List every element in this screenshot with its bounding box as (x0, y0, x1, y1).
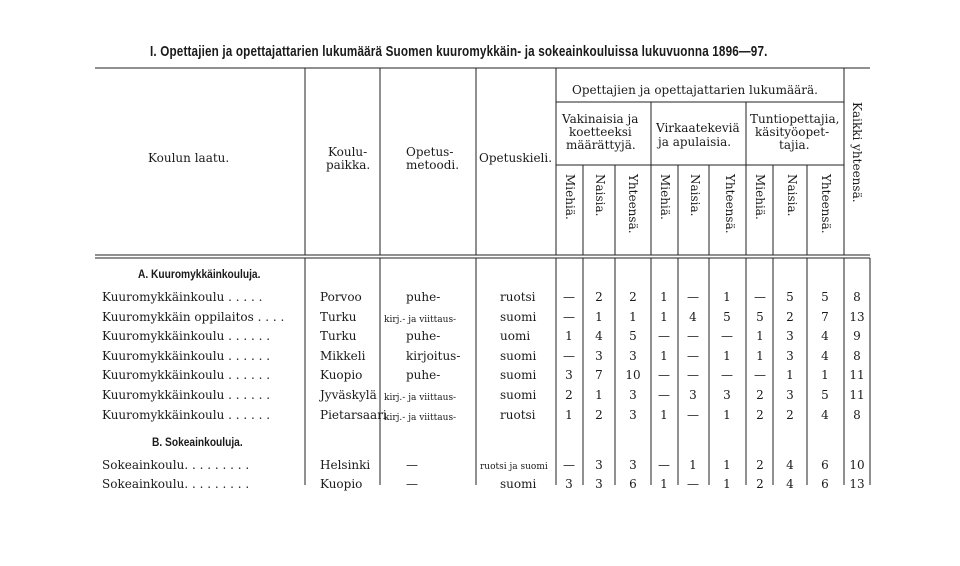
header-vakinaisia-2: koetteeksi (569, 125, 632, 139)
row-value-va-0: 1 (660, 407, 668, 422)
row-opetusmetodi: — (406, 476, 418, 491)
header-opetusmetodi-2: metoodi. (406, 158, 460, 172)
row-value-va-2: 1 (723, 290, 731, 304)
header-opetuskieli: Opetuskieli. (479, 151, 553, 165)
row-value-v-0: — (563, 309, 575, 324)
row-value-v-1: 1 (595, 388, 603, 402)
row-value-t-2: 4 (821, 329, 829, 344)
row-kaikki-yhteensa: 8 (853, 407, 861, 422)
row-value-t-0: 1 (756, 348, 764, 363)
row-value-t-0: — (754, 290, 766, 304)
row-kaikki-yhteensa: 8 (853, 290, 861, 304)
row-koulun-laatu: Kuuromykkäinkoulu . . . . . . (102, 368, 271, 383)
header-koulupaikka-1: Koulu- (328, 145, 368, 159)
row-opetuskieli: suomi (500, 476, 537, 491)
row-value-t-0: 2 (756, 458, 764, 472)
header-t-naisia: Naisia. (785, 174, 799, 217)
row-value-t-2: 4 (821, 348, 829, 363)
header-tuntio-1: Tuntiopettajia, (750, 112, 840, 126)
row-value-va-1: 3 (689, 388, 697, 402)
row-value-t-1: 1 (786, 368, 794, 383)
row-opetuskieli: uomi (500, 329, 531, 344)
row-value-va-1: 4 (689, 309, 697, 324)
row-value-v-2: 10 (625, 368, 641, 383)
header-tuntio-3: tajia. (779, 138, 810, 152)
row-value-t-1: 2 (786, 407, 794, 422)
row-value-t-0: 1 (756, 329, 764, 344)
row-opetusmetodi: — (406, 458, 418, 472)
row-koulupaikka: Turku (320, 329, 357, 344)
row-value-va-2: — (721, 368, 733, 383)
header-koulupaikka-2: paikka. (326, 158, 371, 172)
row-value-t-2: 4 (821, 407, 829, 422)
row-value-va-2: 1 (723, 458, 731, 472)
row-value-t-2: 1 (821, 368, 829, 383)
row-koulupaikka: Turku (320, 309, 357, 324)
row-value-va-0: 1 (660, 309, 668, 324)
header-v-naisia: Naisia. (593, 174, 607, 217)
header-virkaatekevia-2: ja apulaisia. (658, 135, 732, 149)
row-value-v-0: — (563, 348, 575, 363)
row-value-t-0: 2 (756, 476, 764, 491)
row-value-va-1: 1 (689, 458, 697, 472)
header-v-yhteensa: Yhteensä. (626, 174, 640, 234)
row-opetusmetodi: puhe- (406, 368, 441, 383)
row-value-t-1: 2 (786, 309, 794, 324)
row-value-va-1: — (687, 290, 699, 304)
row-value-v-2: 1 (629, 309, 637, 324)
row-value-v-1: 2 (595, 407, 603, 422)
row-koulupaikka: Kuopio (320, 368, 363, 383)
row-value-va-2: 5 (723, 309, 731, 324)
row-value-va-1: — (687, 407, 699, 422)
row-opetuskieli: suomi (500, 348, 537, 363)
header-v-miehia: Miehiä. (563, 174, 577, 220)
row-value-t-0: 5 (756, 309, 764, 324)
header-t-miehia: Miehiä. (753, 174, 767, 220)
row-value-t-2: 5 (821, 388, 829, 402)
row-value-t-0: — (754, 368, 766, 383)
header-tuntio-2: käsityöopet- (755, 125, 830, 139)
row-opetuskieli: ruotsi (500, 290, 536, 304)
row-value-v-1: 7 (595, 368, 603, 383)
row-kaikki-yhteensa: 8 (853, 348, 861, 363)
row-value-v-1: 3 (595, 476, 603, 491)
row-value-v-0: 2 (565, 388, 573, 402)
header-kaikki: Kaikki yhteensä. (850, 102, 864, 203)
row-koulupaikka: Mikkeli (320, 348, 366, 363)
row-value-t-2: 6 (821, 458, 829, 472)
header-group-top: Opettajien ja opettajattarien lukumäärä. (572, 83, 818, 97)
row-opetuskieli: suomi (500, 388, 537, 402)
section-b-label: B. Sokeainkouluja. (152, 435, 243, 449)
header-vakinaisia-1: Vakinaisia ja (562, 112, 639, 126)
row-koulun-laatu: Kuuromykkäinkoulu . . . . . (102, 290, 263, 304)
row-value-v-0: 1 (565, 329, 573, 344)
row-value-t-2: 7 (821, 309, 829, 324)
row-opetusmetodi: kirjoitus- (406, 348, 461, 363)
row-value-va-0: — (658, 458, 670, 472)
row-koulupaikka: Pietarsaari (320, 407, 387, 422)
row-opetuskieli: ruotsi (500, 407, 536, 422)
row-koulun-laatu: Kuuromykkäinkoulu . . . . . . (102, 388, 271, 402)
row-value-va-1: — (687, 368, 699, 383)
header-va-miehia: Miehiä. (658, 174, 672, 220)
row-value-v-1: 4 (595, 329, 603, 344)
row-value-v-1: 1 (595, 309, 603, 324)
row-opetusmetodi: puhe- (406, 329, 441, 344)
row-koulupaikka: Porvoo (320, 290, 362, 304)
row-value-v-0: — (563, 290, 575, 304)
row-value-va-0: 1 (660, 348, 668, 363)
row-value-v-2: 2 (629, 290, 637, 304)
row-opetusmetodi: kirj.- ja viittaus- (384, 412, 457, 423)
row-value-v-0: 3 (565, 368, 573, 383)
row-value-va-0: 1 (660, 290, 668, 304)
row-value-va-2: — (721, 329, 733, 344)
row-value-va-1: — (687, 348, 699, 363)
header-va-naisia: Naisia. (688, 174, 702, 217)
row-kaikki-yhteensa: 11 (849, 388, 865, 402)
row-value-t-1: 3 (786, 329, 794, 344)
row-value-v-2: 3 (629, 388, 637, 402)
header-opetusmetodi-1: Opetus- (406, 145, 454, 159)
row-value-va-1: — (687, 476, 699, 491)
row-kaikki-yhteensa: 13 (849, 309, 865, 324)
row-kaikki-yhteensa: 10 (849, 458, 865, 472)
row-value-va-0: — (658, 388, 670, 402)
row-value-v-0: 3 (565, 476, 573, 491)
row-value-va-2: 1 (723, 407, 731, 422)
row-value-t-2: 5 (821, 290, 829, 304)
header-vakinaisia-3: määrättyjä. (566, 138, 636, 152)
row-koulun-laatu: Kuuromykkäin oppilaitos . . . . (102, 309, 285, 324)
header-va-yhteensa: Yhteensä. (723, 174, 737, 234)
row-value-t-0: 2 (756, 388, 764, 402)
row-opetusmetodi: kirj.- ja viittaus- (384, 393, 457, 403)
row-kaikki-yhteensa: 9 (853, 329, 861, 344)
header-virkaatekevia-1: Virkaatekeviä (656, 121, 740, 135)
row-value-v-0: — (563, 458, 575, 472)
row-koulupaikka: Kuopio (320, 476, 363, 491)
row-value-t-1: 4 (786, 476, 794, 491)
row-opetusmetodi: kirj.- ja viittaus- (384, 314, 457, 325)
row-koulun-laatu: Kuuromykkäinkoulu . . . . . . (102, 329, 271, 344)
row-kaikki-yhteensa: 13 (849, 476, 865, 491)
section-a-label: A. Kuuromykkäinkouluja. (138, 267, 261, 281)
row-opetuskieli: suomi (500, 368, 537, 383)
row-value-v-1: 3 (595, 348, 603, 363)
row-value-va-2: 3 (723, 388, 731, 402)
header-t-yhteensa: Yhteensä. (819, 174, 833, 234)
row-value-v-1: 2 (595, 290, 603, 304)
row-value-va-2: 1 (723, 348, 731, 363)
row-opetusmetodi: puhe- (406, 290, 441, 304)
row-opetuskieli: suomi (500, 309, 537, 324)
row-value-v-2: 3 (629, 407, 637, 422)
row-koulun-laatu: Sokeainkoulu. . . . . . . . . (102, 476, 250, 491)
row-koulun-laatu: Kuuromykkäinkoulu . . . . . . (102, 348, 271, 363)
row-koulupaikka: Helsinki (320, 458, 371, 472)
row-value-t-0: 2 (756, 407, 764, 422)
row-koulun-laatu: Sokeainkoulu. . . . . . . . . (102, 458, 250, 472)
page-title: I. Opettajien ja opettajattarien lukumäärä Suomen kuuromykkäin- ja sokeainkouluissa lukuvuonna 1896—97. (150, 43, 768, 60)
row-opetuskieli: ruotsi ja suomi (480, 462, 548, 472)
row-value-t-1: 3 (786, 388, 794, 402)
row-koulupaikka: Jyväskylä (320, 388, 377, 402)
row-value-v-0: 1 (565, 407, 573, 422)
row-value-va-0: — (658, 329, 670, 344)
row-value-v-1: 3 (595, 458, 603, 472)
row-value-t-1: 4 (786, 458, 794, 472)
row-value-t-1: 5 (786, 290, 794, 304)
row-kaikki-yhteensa: 11 (849, 368, 865, 383)
row-value-va-2: 1 (723, 476, 731, 491)
row-value-t-2: 6 (821, 476, 829, 491)
row-value-va-0: 1 (660, 476, 668, 491)
row-value-v-2: 3 (629, 458, 637, 472)
row-value-t-1: 3 (786, 348, 794, 363)
row-value-v-2: 5 (629, 329, 637, 344)
row-value-v-2: 6 (629, 476, 637, 491)
header-koulun-laatu: Koulun laatu. (148, 151, 230, 165)
row-koulun-laatu: Kuuromykkäinkoulu . . . . . . (102, 407, 271, 422)
row-value-va-0: — (658, 368, 670, 383)
row-value-va-1: — (687, 329, 699, 344)
row-value-v-2: 3 (629, 348, 637, 363)
